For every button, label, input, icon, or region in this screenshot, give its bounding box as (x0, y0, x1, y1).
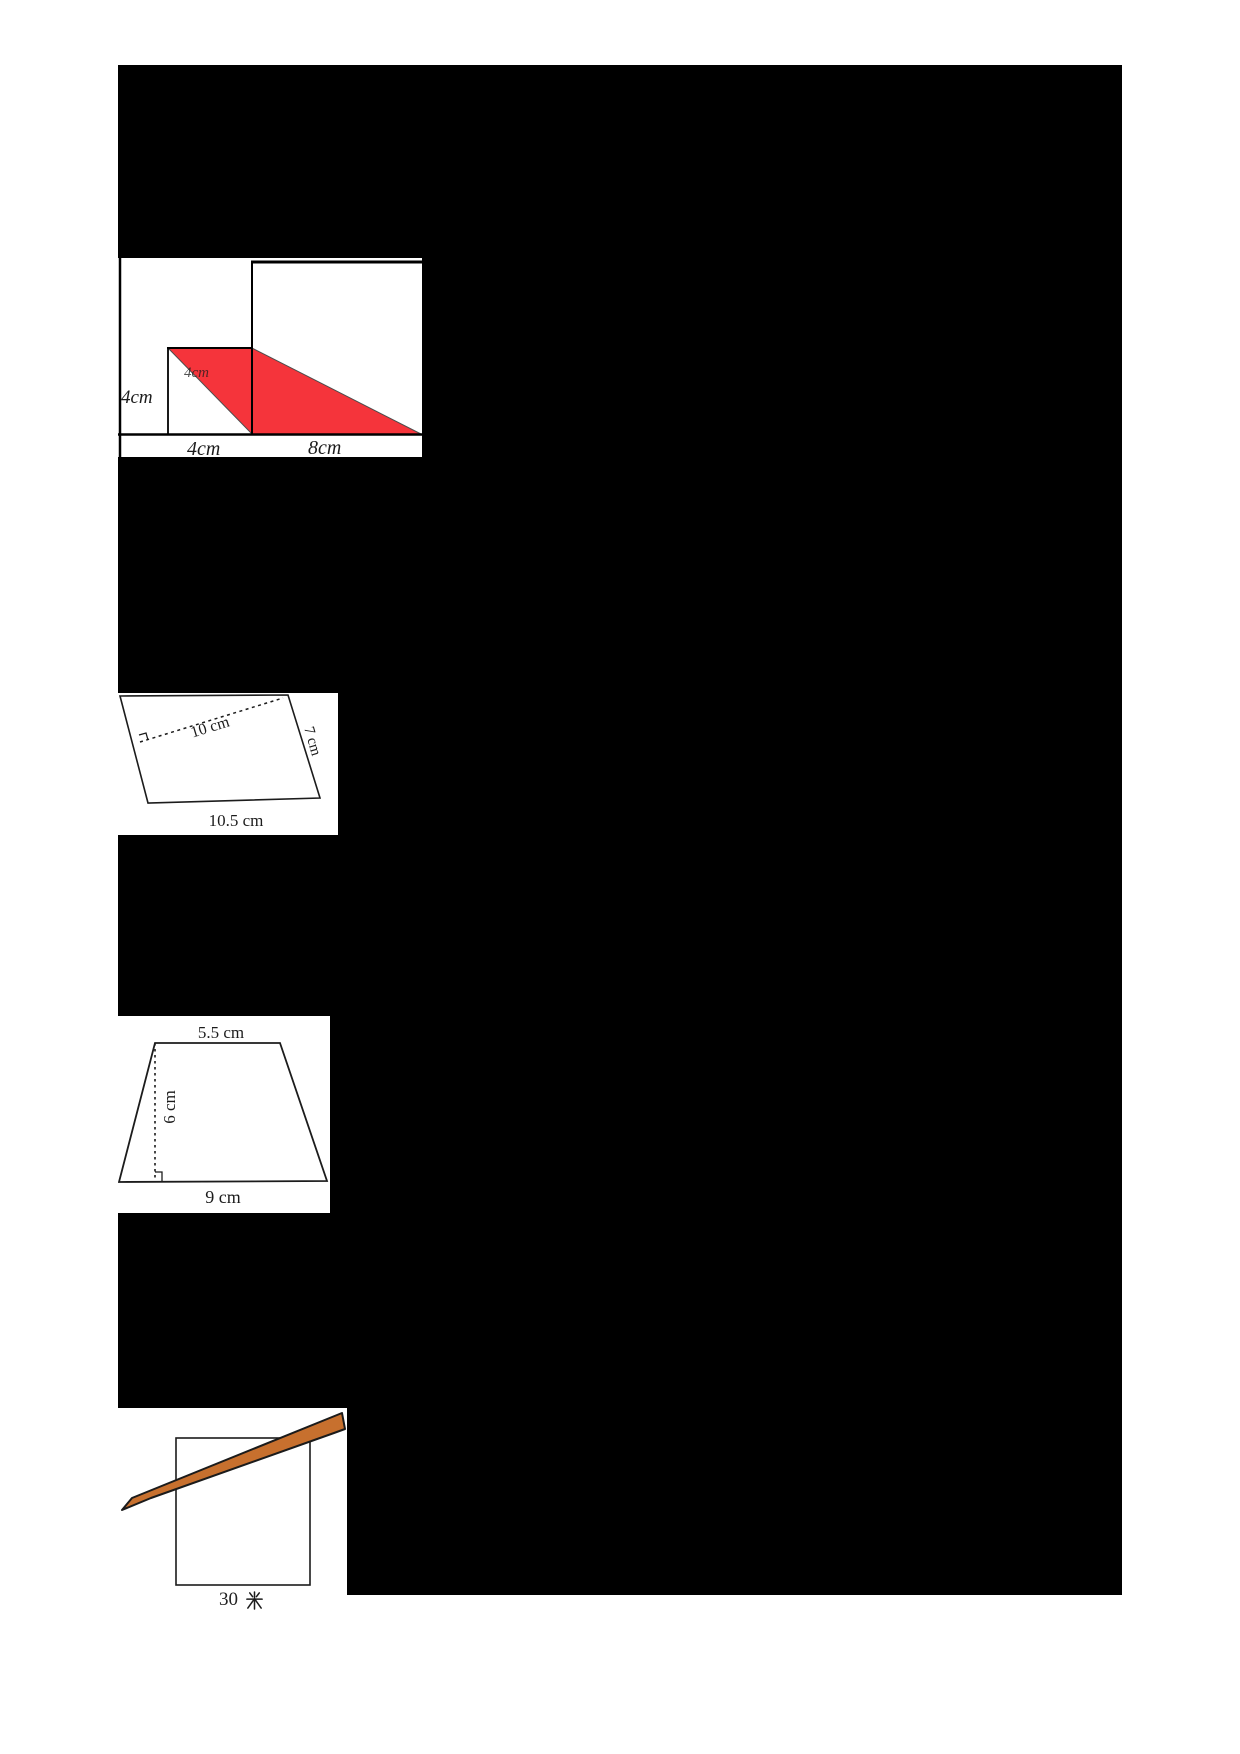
side-label: 7 cm (300, 724, 324, 758)
figure2-drawing (118, 693, 338, 835)
base-small-label: 4cm (187, 438, 221, 457)
chinese-meter-character-icon (245, 1590, 264, 1611)
figure-trapezoid (118, 1016, 330, 1213)
figure-shaded-parallelogram (118, 258, 422, 457)
right-angle-mark (139, 733, 148, 740)
left-height-label: 4cm (121, 387, 153, 408)
top-label: 5.5 cm (197, 1023, 245, 1042)
faint-inner-label: 4cm (184, 365, 209, 381)
roof-base-label (219, 1588, 264, 1612)
figure1-drawing (118, 258, 422, 457)
right-angle-mark (155, 1172, 162, 1182)
red-shaded-region (168, 348, 421, 434)
parallelogram-outline (120, 695, 320, 803)
base-label: 9 cm (205, 1187, 241, 1207)
trapezoid-outline (119, 1043, 327, 1182)
base-number: 30 (219, 1589, 238, 1610)
figure-parallelogram (118, 693, 338, 835)
figure3-drawing (118, 1016, 330, 1213)
height-label: 6 cm (160, 1090, 179, 1124)
base-label: 10.5 cm (208, 811, 264, 830)
base-large-label: 8cm (308, 437, 342, 457)
figure-roof-wall (118, 1408, 347, 1595)
figure4-drawing (118, 1408, 347, 1595)
height-label: 10 cm (188, 713, 232, 742)
